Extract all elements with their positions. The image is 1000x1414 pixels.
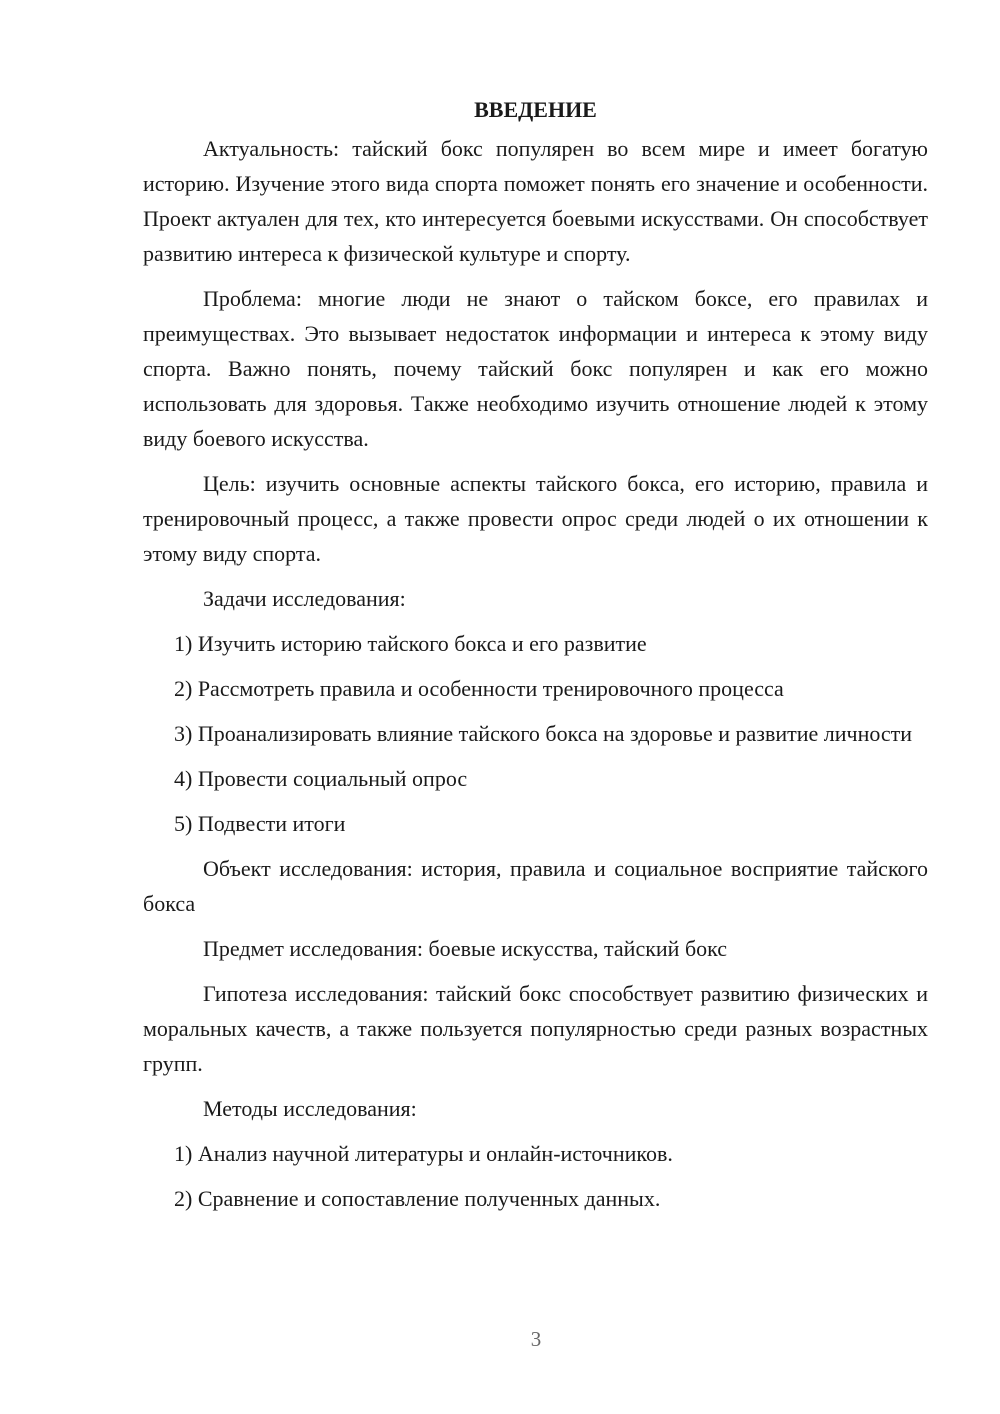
object-paragraph: Объект исследования: история, правила и социальное восприятие тайского бокса [143,856,928,916]
subject-paragraph: Предмет исследования: боевые искусства, тайский бокс [203,936,728,961]
task-item: 4) Провести социальный опрос [174,766,468,791]
relevance-paragraph: Актуальность: тайский бокс популярен во всем мире и имеет богатую историю. Изучение этого вида спорта поможет понять его значение и особенности. Проект актуален для тех, кто интересуется боевыми искусствами. Он способствует развитию интереса к физической культуре и спорту. [143,136,928,266]
page-title: ВВЕДЕНИЕ [474,97,597,122]
document-page [143,92,928,1226]
task-item: 2) Рассмотреть правила и особенности тренировочного процесса [174,676,784,701]
task-item: 5) Подвести итоги [174,811,346,836]
goal-paragraph: Цель: изучить основные аспекты тайского бокса, его историю, правила и тренировочный процесс, а также провести опрос среди людей о их отношении к этому виду спорта. [143,471,928,566]
method-item: 2) Сравнение и сопоставление полученных данных. [174,1186,661,1211]
problem-paragraph: Проблема: многие люди не знают о тайском боксе, его правилах и преимуществах. Это вызывает недостаток информации и интереса к этому виду спорта. Важно понять, почему тайский бокс популярен и как его можно использовать для здоровья. Также необходимо изучить отношение людей к этому виду боевого искусства. [143,286,928,451]
hypothesis-paragraph: Гипотеза исследования: тайский бокс способствует развитию физических и моральных качеств, а также пользуется популярностью среди разных возрастных групп. [143,981,928,1076]
task-item: 1) Изучить историю тайского бокса и его развитие [174,631,647,656]
page-number: 3 [530,1327,542,1351]
method-item: 1) Анализ научной литературы и онлайн-источников. [174,1141,673,1166]
task-item: 3) Проанализировать влияние тайского бокса на здоровье и развитие личности [174,721,913,746]
tasks-heading: Задачи исследования: [203,586,406,611]
methods-heading: Методы исследования: [203,1096,417,1121]
